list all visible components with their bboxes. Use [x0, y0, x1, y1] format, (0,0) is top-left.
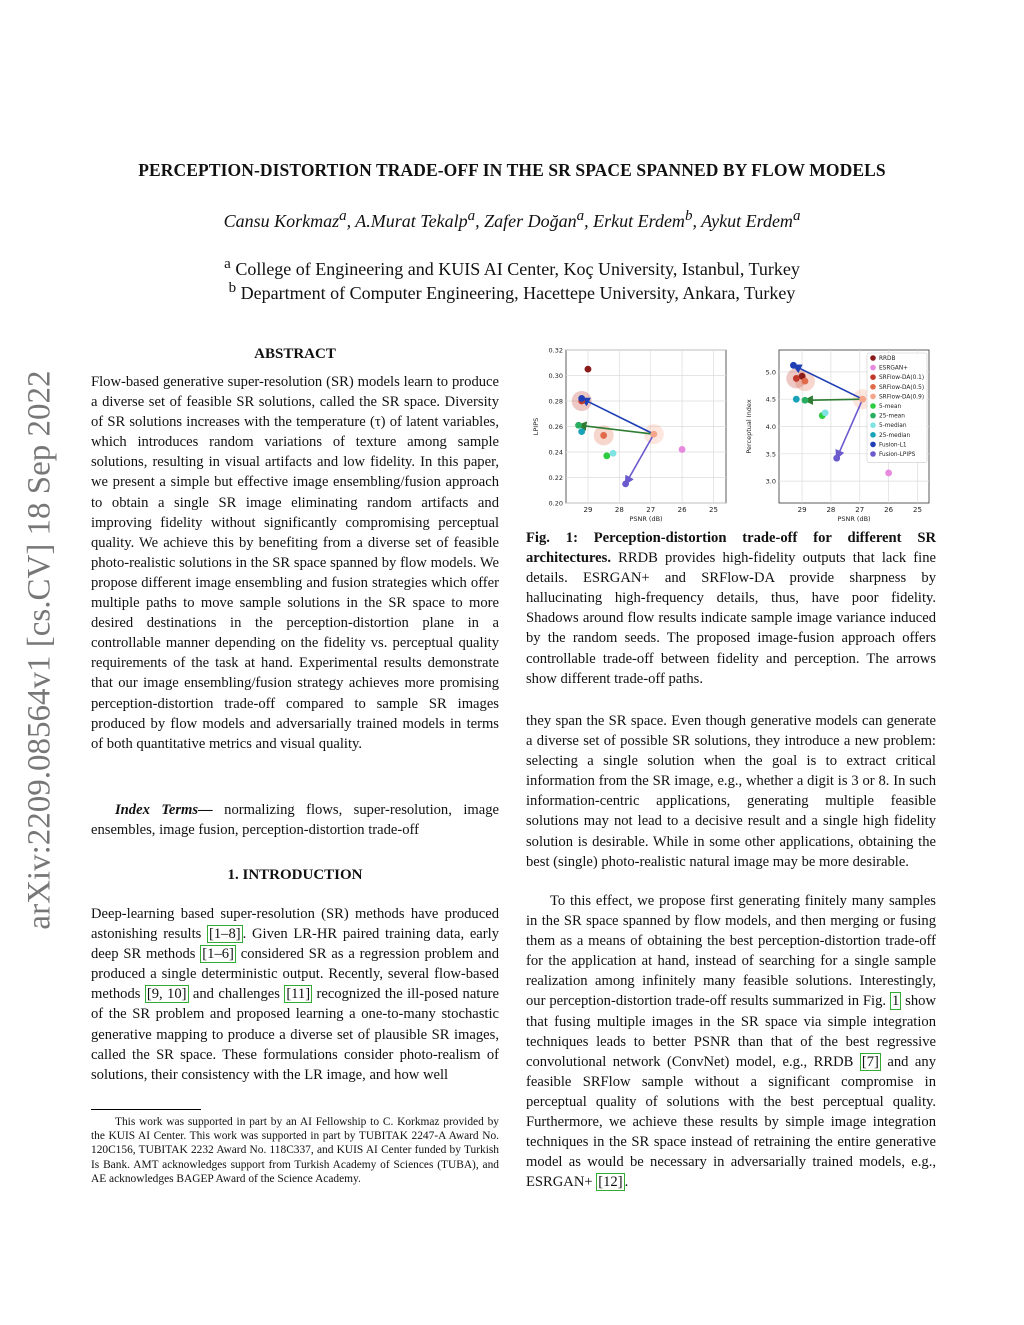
y-tick-label: 0.24 — [548, 448, 563, 457]
y-tick-label: 4.0 — [765, 423, 776, 431]
index-terms-label: Index Terms— — [115, 802, 213, 818]
data-point-srflow-da-0-9- — [859, 396, 866, 403]
y-tick-label: 3.0 — [765, 477, 776, 486]
right-paragraph-1: they span the SR space. Even though generative models can generate a diverse set of possible SR solutions, they introduce a new problem: selecting a single solution when the goal is to extract critical information from the SR image, e.g., whether a digit is 3 or 8. In such information-centric applications, generating multiple feasible solutions may not lead to a decisive result and a single high fidelity solution is desirable. While in some other applications, obtaining the best (single) photo-realistic natural image may be more desirable. — [526, 713, 936, 870]
data-point-fusion-l1 — [790, 362, 797, 369]
perceptual-index-chart — [745, 350, 929, 523]
citation-link[interactable]: [7] — [861, 1053, 879, 1070]
index-terms: Index Terms— normalizing flows, super-resolution, image ensembles, image fusion, perception-distortion trade-off — [91, 802, 499, 839]
legend-marker — [870, 394, 876, 400]
citation-link[interactable]: [12] — [598, 1174, 623, 1191]
legend-label: 5-median — [879, 423, 907, 430]
legend-marker — [870, 403, 876, 409]
legend-label: SRFlow-DA(0.1) — [879, 375, 925, 382]
x-axis-label: PSNR (dB) — [837, 515, 871, 523]
y-tick-label: 3.5 — [765, 450, 776, 459]
figure-label: Fig. 1 — [526, 530, 574, 546]
y-tick-label: 0.20 — [548, 499, 563, 508]
data-point-5-median — [822, 409, 829, 416]
author-name: Zafer Doğan — [484, 211, 577, 231]
legend-marker — [870, 451, 876, 457]
legend-label: Fusion-L1 — [879, 442, 907, 449]
data-point-srflow-da-0-5- — [802, 378, 809, 385]
legend-marker — [870, 384, 876, 390]
x-tick-label: 26 — [677, 506, 687, 514]
data-point-fusion-l1 — [578, 395, 585, 402]
figure-reference-link[interactable]: 1 — [891, 993, 900, 1010]
author-name: Cansu Korkmaz — [223, 211, 340, 231]
paper-title: PERCEPTION-DISTORTION TRADE-OFF IN THE SR SPACE SPANNED BY FLOW MODELS — [138, 160, 886, 180]
footnote: This work was supported in part by an AI Fellowship to C. Korkmaz provided by the KUIS AI Center. This work was supported in part by TUBITAK 2247-A Award No. 120C156, TUBITAK 2232 Award No. 118C337, and KUIS AI Center funded by Turkish Is Bank. AMT acknowledges support from Turkish Academy of Sciences (TUBA), and AE acknowledges BAGEP Award of the Science Academy. — [91, 1116, 499, 1185]
citation-link[interactable]: [9, 10] — [146, 986, 187, 1003]
data-point-srflow-da-0-9- — [650, 431, 657, 438]
x-tick-label: 25 — [913, 506, 922, 514]
data-point-5-mean — [603, 452, 610, 459]
arxiv-identifier[interactable]: arXiv:2209.08564v1 [cs.CV] 18 Sep 2022 — [21, 370, 58, 930]
legend-label: RRDB — [879, 356, 896, 362]
legend-marker — [870, 355, 876, 361]
legend-label: 5-mean — [879, 404, 902, 410]
x-tick-label: 29 — [583, 506, 593, 514]
y-axis-label: Perceptual Index — [745, 399, 753, 454]
legend-marker — [870, 422, 876, 428]
y-tick-label: 0.26 — [548, 423, 563, 431]
data-point-25-median — [578, 428, 585, 435]
data-point-srflow-da-0-1- — [793, 375, 800, 382]
y-axis-label: LPIPS — [532, 417, 540, 436]
y-tick-label: 0.22 — [548, 474, 563, 482]
author-list: Cansu Korkmaz$^a$, A.Murat Tekalp$^a$, Zafer Doğan$^a$, Erkut Erdem$^b$, Aykut Erdem$^a$ — [223, 208, 801, 231]
legend-marker — [870, 413, 876, 419]
citation-link[interactable]: [1–6] — [202, 946, 234, 963]
author-name: Aykut Erdem — [701, 211, 793, 231]
legend-marker — [870, 374, 876, 380]
author-name: Erkut Erdem — [593, 211, 685, 231]
y-tick-label: 0.30 — [548, 372, 563, 380]
legend-label: SRFlow-DA(0.9) — [879, 394, 925, 401]
legend-marker — [870, 365, 876, 371]
footnote-rule — [91, 1109, 201, 1110]
data-point-25-median — [793, 396, 800, 403]
legend-label: SRFlow-DA(0.5) — [879, 384, 925, 391]
right-paragraph-2: To this effect, we propose first generating finitely many samples in the SR space spanned by flow models, and then merging or fusing them as a means of obtaining the best perception-distortion trade-off for the application at hand, instead of searching for a single sample realization among infinitely many feasible solutions. Interestingly, our perception-distortion trade-off results summarized in Fig. 1 show that fusing multiple images in the SR space via simple integration techniques leads to better PSNR than that of the best regressive convolutional network (ConvNet) model, e.g., RRDB [7] and any feasible SRFlow sample without a significant compromise in perceptual quality of solutions with the best perceptual quality. Furthermore, we achieve these results by simple image integration techniques in the SR space instead of retraining the entire generative model as would be necessary in adversarially trained models, e.g., ESRGAN+ [12] . — [526, 893, 936, 1191]
x-tick-label: 26 — [884, 506, 894, 514]
data-point-esrgan- — [679, 446, 686, 453]
legend-marker — [870, 442, 876, 448]
data-point-fusion-lpips — [833, 455, 840, 462]
affiliation-a: $^a$ College of Engineering and KUIS AI Center, Koç University, Istanbul, Turkey — [224, 256, 800, 279]
figure-caption: Fig. 1: Perception-distortion trade-off for different SR architectures. RRDB provides high-fidelity outputs that lack fine details. ESRGAN+ and SRFlow-DA provide sharpness by hallucinating high-frequency details, thus, have poor fidelity. Shadows around flow results indicate sample image variance induced by the random seeds. The proposed image-fusion approach offers controllable trade-off between fidelity and perception. The arrows show different trade-off paths. — [526, 530, 936, 687]
x-tick-label: 25 — [708, 506, 718, 514]
legend-label: 25-median — [879, 432, 911, 439]
data-point-25-mean — [575, 422, 582, 429]
y-tick-label: 0.32 — [548, 346, 563, 355]
affiliation-b: $^b$ Department of Computer Engineering, Hacettepe University, Ankara, Turkey — [228, 280, 796, 303]
data-point-esrgan- — [885, 470, 892, 477]
lpips-chart — [532, 347, 726, 524]
x-tick-label: 27 — [855, 506, 865, 514]
data-point-25-mean — [802, 397, 809, 404]
legend-label: Fusion-LPIPS — [879, 452, 916, 458]
intro-paragraph: Deep-learning based super-resolution (SR) methods have produced astonishing results [1–8] . Given LR-HR paired training data, early deep SR methods [1–6] considered SR as a regression problem and produced a single deterministic output. Recently, several flow-based methods [9, 10] and challenges [11] recognized the ill-posed nature of the SR problem and proposed learning a one-to-many stochastic generative mapping to produce a diverse set of plausible SR images, called the SR space. These formulations consider photo-realism of solutions, their consistency with the LR image, and how well — [91, 906, 499, 1083]
figure-1-charts — [524, 342, 936, 528]
trade-off-arrow — [805, 399, 863, 400]
data-point-fusion-lpips — [622, 480, 629, 487]
x-tick-label: 28 — [614, 506, 624, 514]
author-name: A.Murat Tekalp — [355, 211, 468, 231]
x-tick-label: 28 — [826, 506, 836, 514]
y-tick-label: 4.5 — [765, 395, 776, 404]
legend-label: ESRGAN+ — [879, 365, 909, 372]
x-tick-label: 29 — [797, 506, 807, 514]
abstract-heading: ABSTRACT — [254, 346, 336, 362]
data-point-srflow-da-0-5- — [600, 432, 607, 439]
data-point-5-median — [610, 450, 617, 457]
legend-marker — [870, 432, 876, 438]
y-tick-label: 5.0 — [765, 368, 776, 377]
citation-link[interactable]: [11] — [286, 986, 311, 1003]
y-tick-label: 0.28 — [548, 397, 563, 406]
citation-link[interactable]: [1–8] — [209, 926, 241, 943]
x-tick-label: 27 — [646, 506, 656, 514]
legend-label: 25-mean — [879, 413, 905, 420]
x-axis-label: PSNR (dB) — [629, 515, 663, 523]
data-point-rrdb — [585, 366, 592, 373]
intro-heading: 1. INTRODUCTION — [227, 867, 363, 883]
abstract-text: Flow-based generative super-resolution (SR) models learn to produce a diverse set of feasible SR solutions, called the SR space. Diversity of SR solutions increases with the temperature (τ) of latent variables, which introduces random variations of texture among sample solutions, resulting in visual artifacts and low fidelity. In this paper, we present a simple but effective image ensembling/fusion approach to obtain a single SR image eliminating random artifacts and improving fidelity without significantly compromising perceptual quality. We achieve this by benefiting from a diverse set of feasible photo-realistic solutions in the SR space spanned by flow models. We propose different image ensembling and fusion strategies which offer multiple paths to move sample solutions in the SR space to more desired destinations in the perception-distortion plane in a controllable manner depending on the fidelity vs. perceptual quality requirements of the task at hand. Experimental results demonstrate that our image ensembling/fusion strategy achieves more promising perception-distortion trade-off compared to sample SR images produced by flow models and adversarially trained models in terms of both quantitative metrics and visual quality. — [91, 374, 499, 752]
